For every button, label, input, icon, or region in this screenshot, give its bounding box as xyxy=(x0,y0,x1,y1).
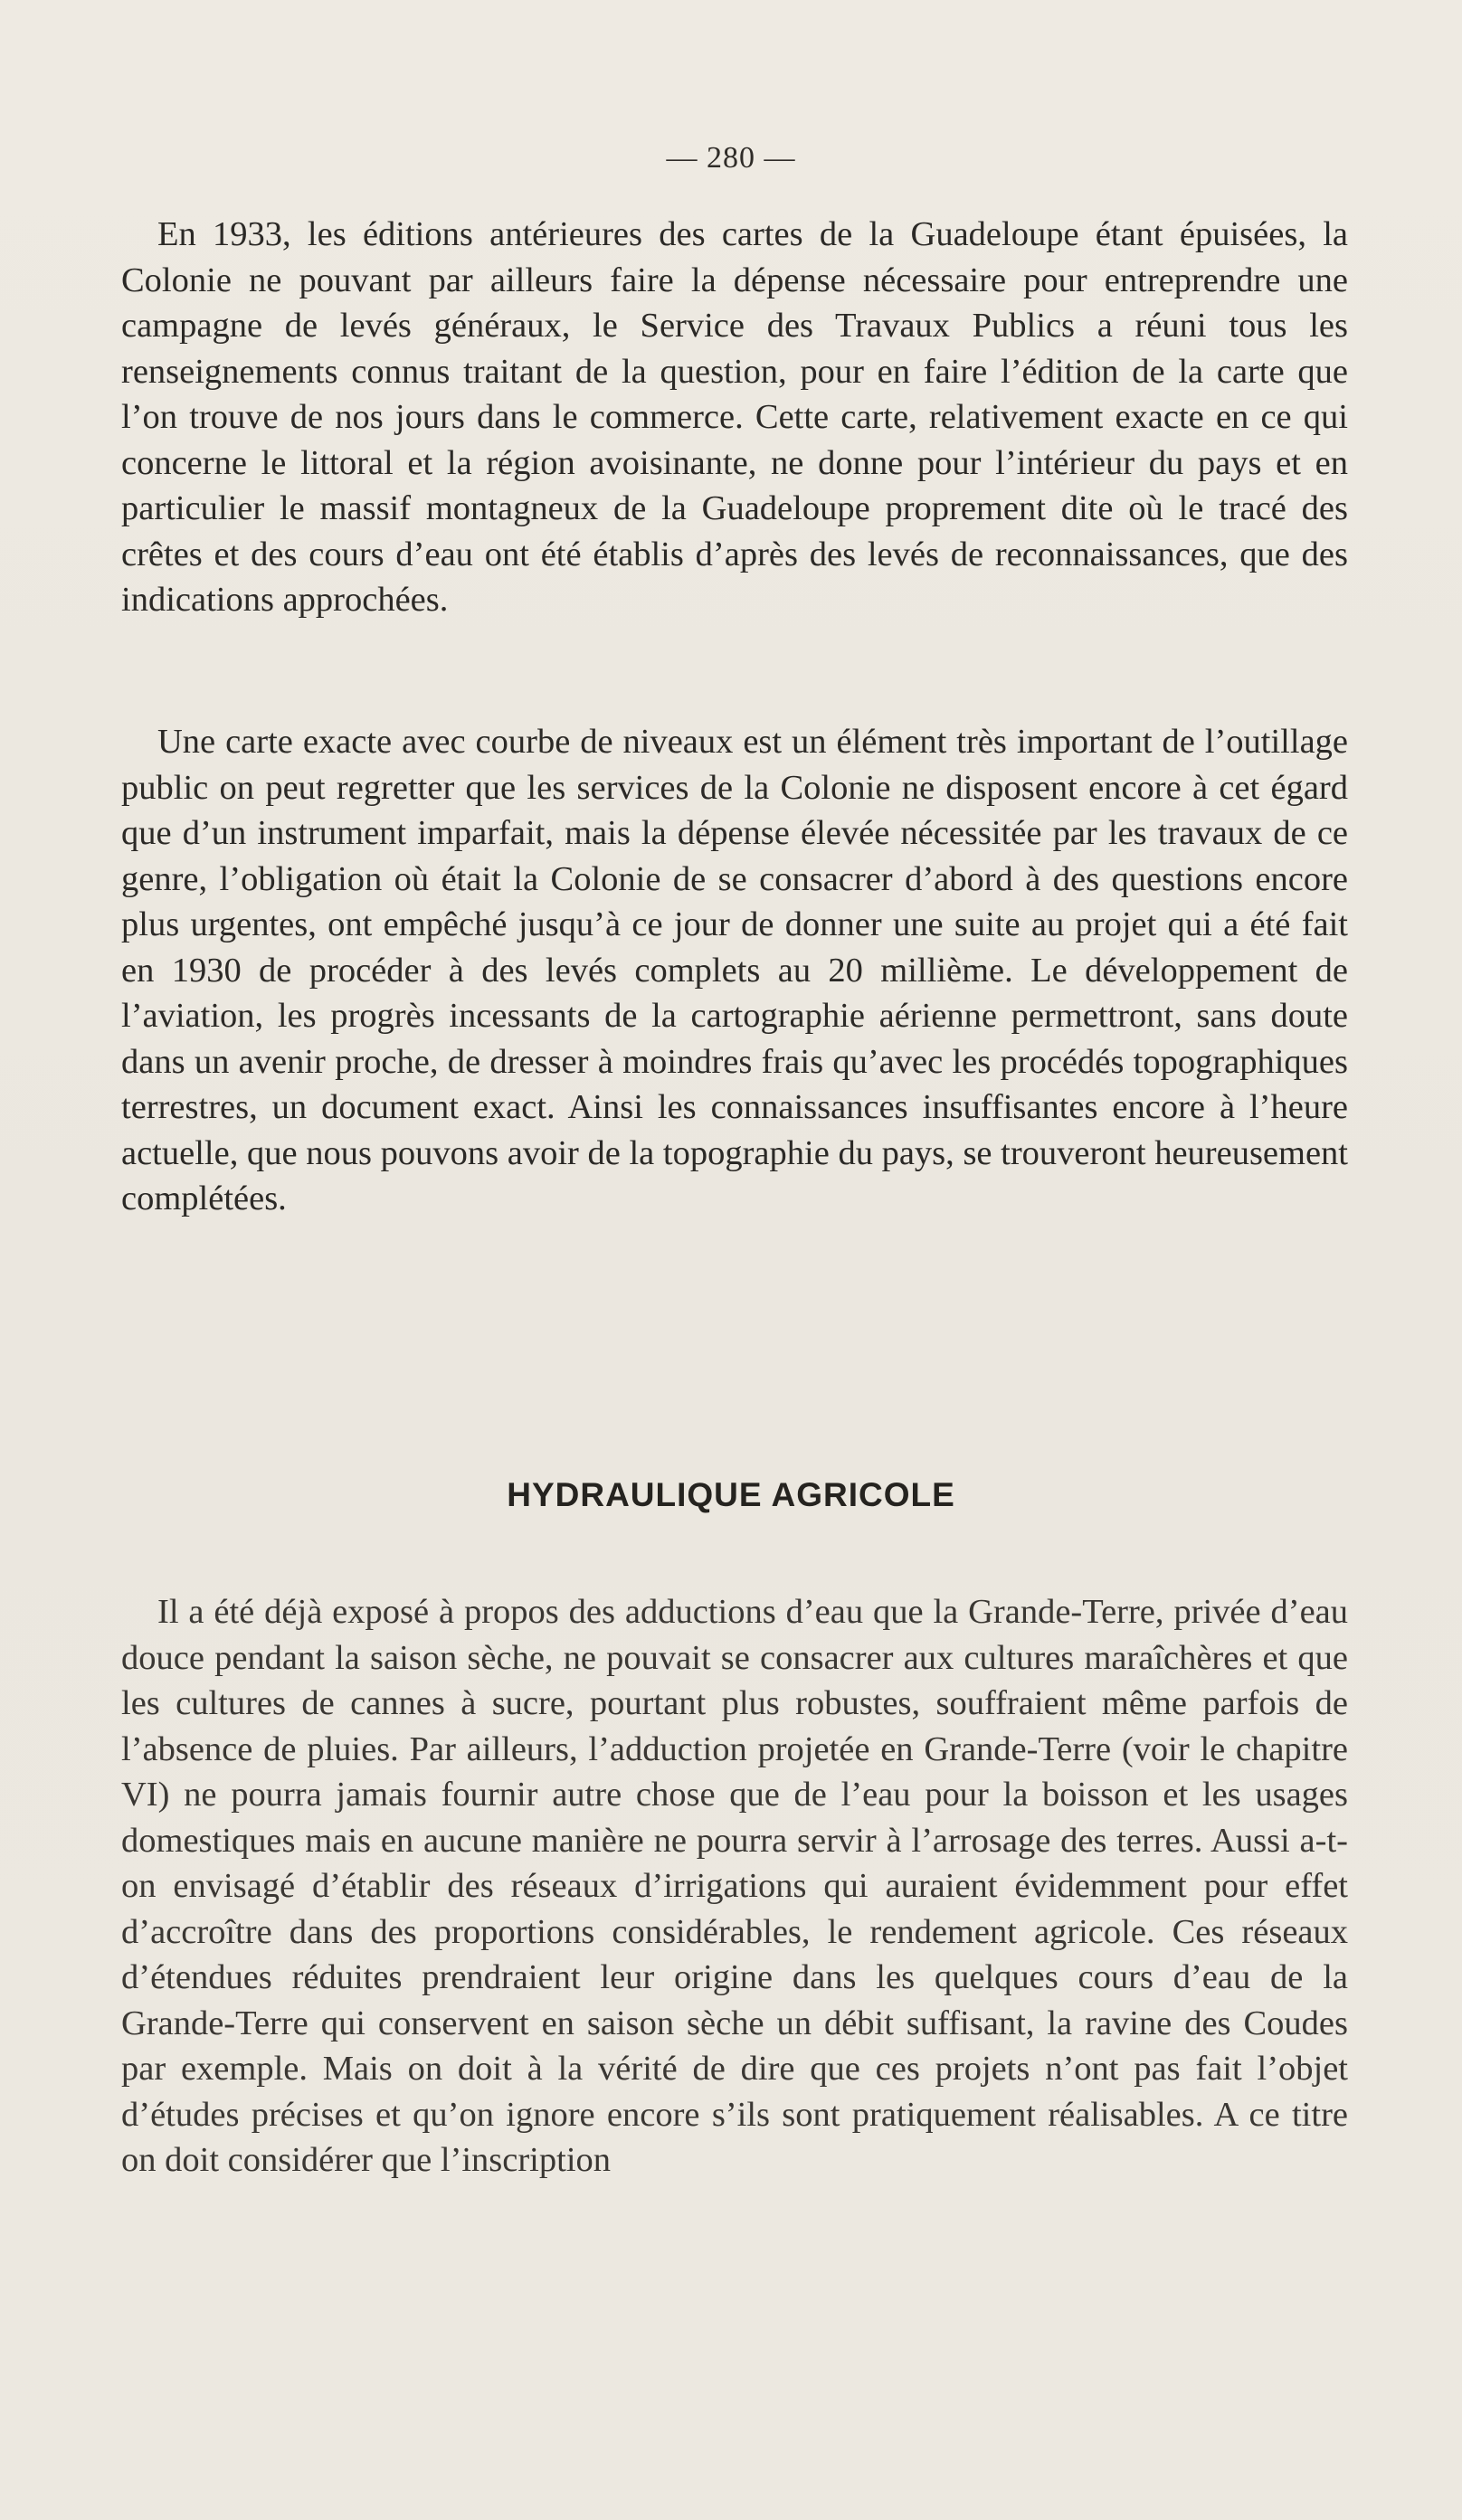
paragraph-agricultural-hydraulics xyxy=(121,1589,1348,2184)
paragraph-text: En 1933, les éditions antérieures des cartes de la Guadeloupe étant épuisées, la Colonie ne pouvant par ailleurs faire la dépense nécessaire pour entreprendre une campagne de levés généraux, le Service des Travaux Publics a réuni tous les renseignements connus traitant de la question, pour en faire l’édition de la carte que l’on trouve de nos jours dans le commerce. Cette carte, relativement exacte en ce qui concerne le littoral et la région avoisinante, ne donne pour l’intérieur du pays et en particulier le massif montagneux de la Guadeloupe proprement dite où le tracé des crêtes et des cours d’eau ont été établis d’après des levés de reconnaissances, que des indications approchées. xyxy=(121,215,1348,619)
paragraph-text: Il a été déjà exposé à propos des adductions d’eau que la Grande-Terre, privée d’eau douce pendant la saison sèche, ne pouvait se consacrer aux cultures maraîchères et que les cultures de cannes à sucre, pourtant plus robustes, souffraient même parfois de l’absence de pluies. Par ailleurs, l’adduction projetée en Grande-Terre (voir le chapitre VI) ne pourra jamais fournir autre chose que de l’eau pour la boisson et les usages domestiques mais en aucune manière ne pourra servir à l’arrosage des terres. Aussi a-t-on envisagé d’établir des réseaux d’irrigations qui auraient évidemment pour effet d’accroître dans des proportions considérables, le rendement agricole. Ces réseaux d’étendues réduites prendraient leur origine dans les quelques cours d’eau de la Grande-Terre qui conservent en saison sèche un débit suffisant, la ravine des Coudes par exemple. Mais on doit à la vérité de dire que ces projets n’ont pas fait l’objet d’études précises et qu’on ignore encore s’ils sont pratiquement réalisables. A ce titre on doit considérer que l’inscription xyxy=(121,1593,1348,2179)
paragraph-text: Une carte exacte avec courbe de niveaux est un élément très important de l’outillage public on peut regretter que les services de la Colonie ne disposent encore à cet égard que d’un instrument imparfait, mais la dépense élevée nécessitée par les travaux de ce genre, l’obligation où était la Colonie de se consacrer d’abord à des questions encore plus urgentes, ont empêché jusqu’à ce jour de donner une suite au projet qui a été fait en 1930 de procéder à des levés complets au 20 millième. Le développement de l’aviation, les progrès incessants de la cartographie aérienne permettront, sans doute dans un avenir proche, de dresser à moindres frais qu’avec les procédés topographiques terrestres, un document exact. Ainsi les connaissances insuffisantes encore à l’heure actuelle, que nous pouvons avoir de la topographie du pays, se trouveront heureusement complétées. xyxy=(121,723,1348,1217)
paragraph-maps-1933 xyxy=(121,212,1348,623)
section-heading: HYDRAULIQUE AGRICOLE xyxy=(507,1476,955,1513)
paragraph-topographic-survey xyxy=(121,719,1348,1222)
page-number: — 280 — xyxy=(666,141,796,175)
